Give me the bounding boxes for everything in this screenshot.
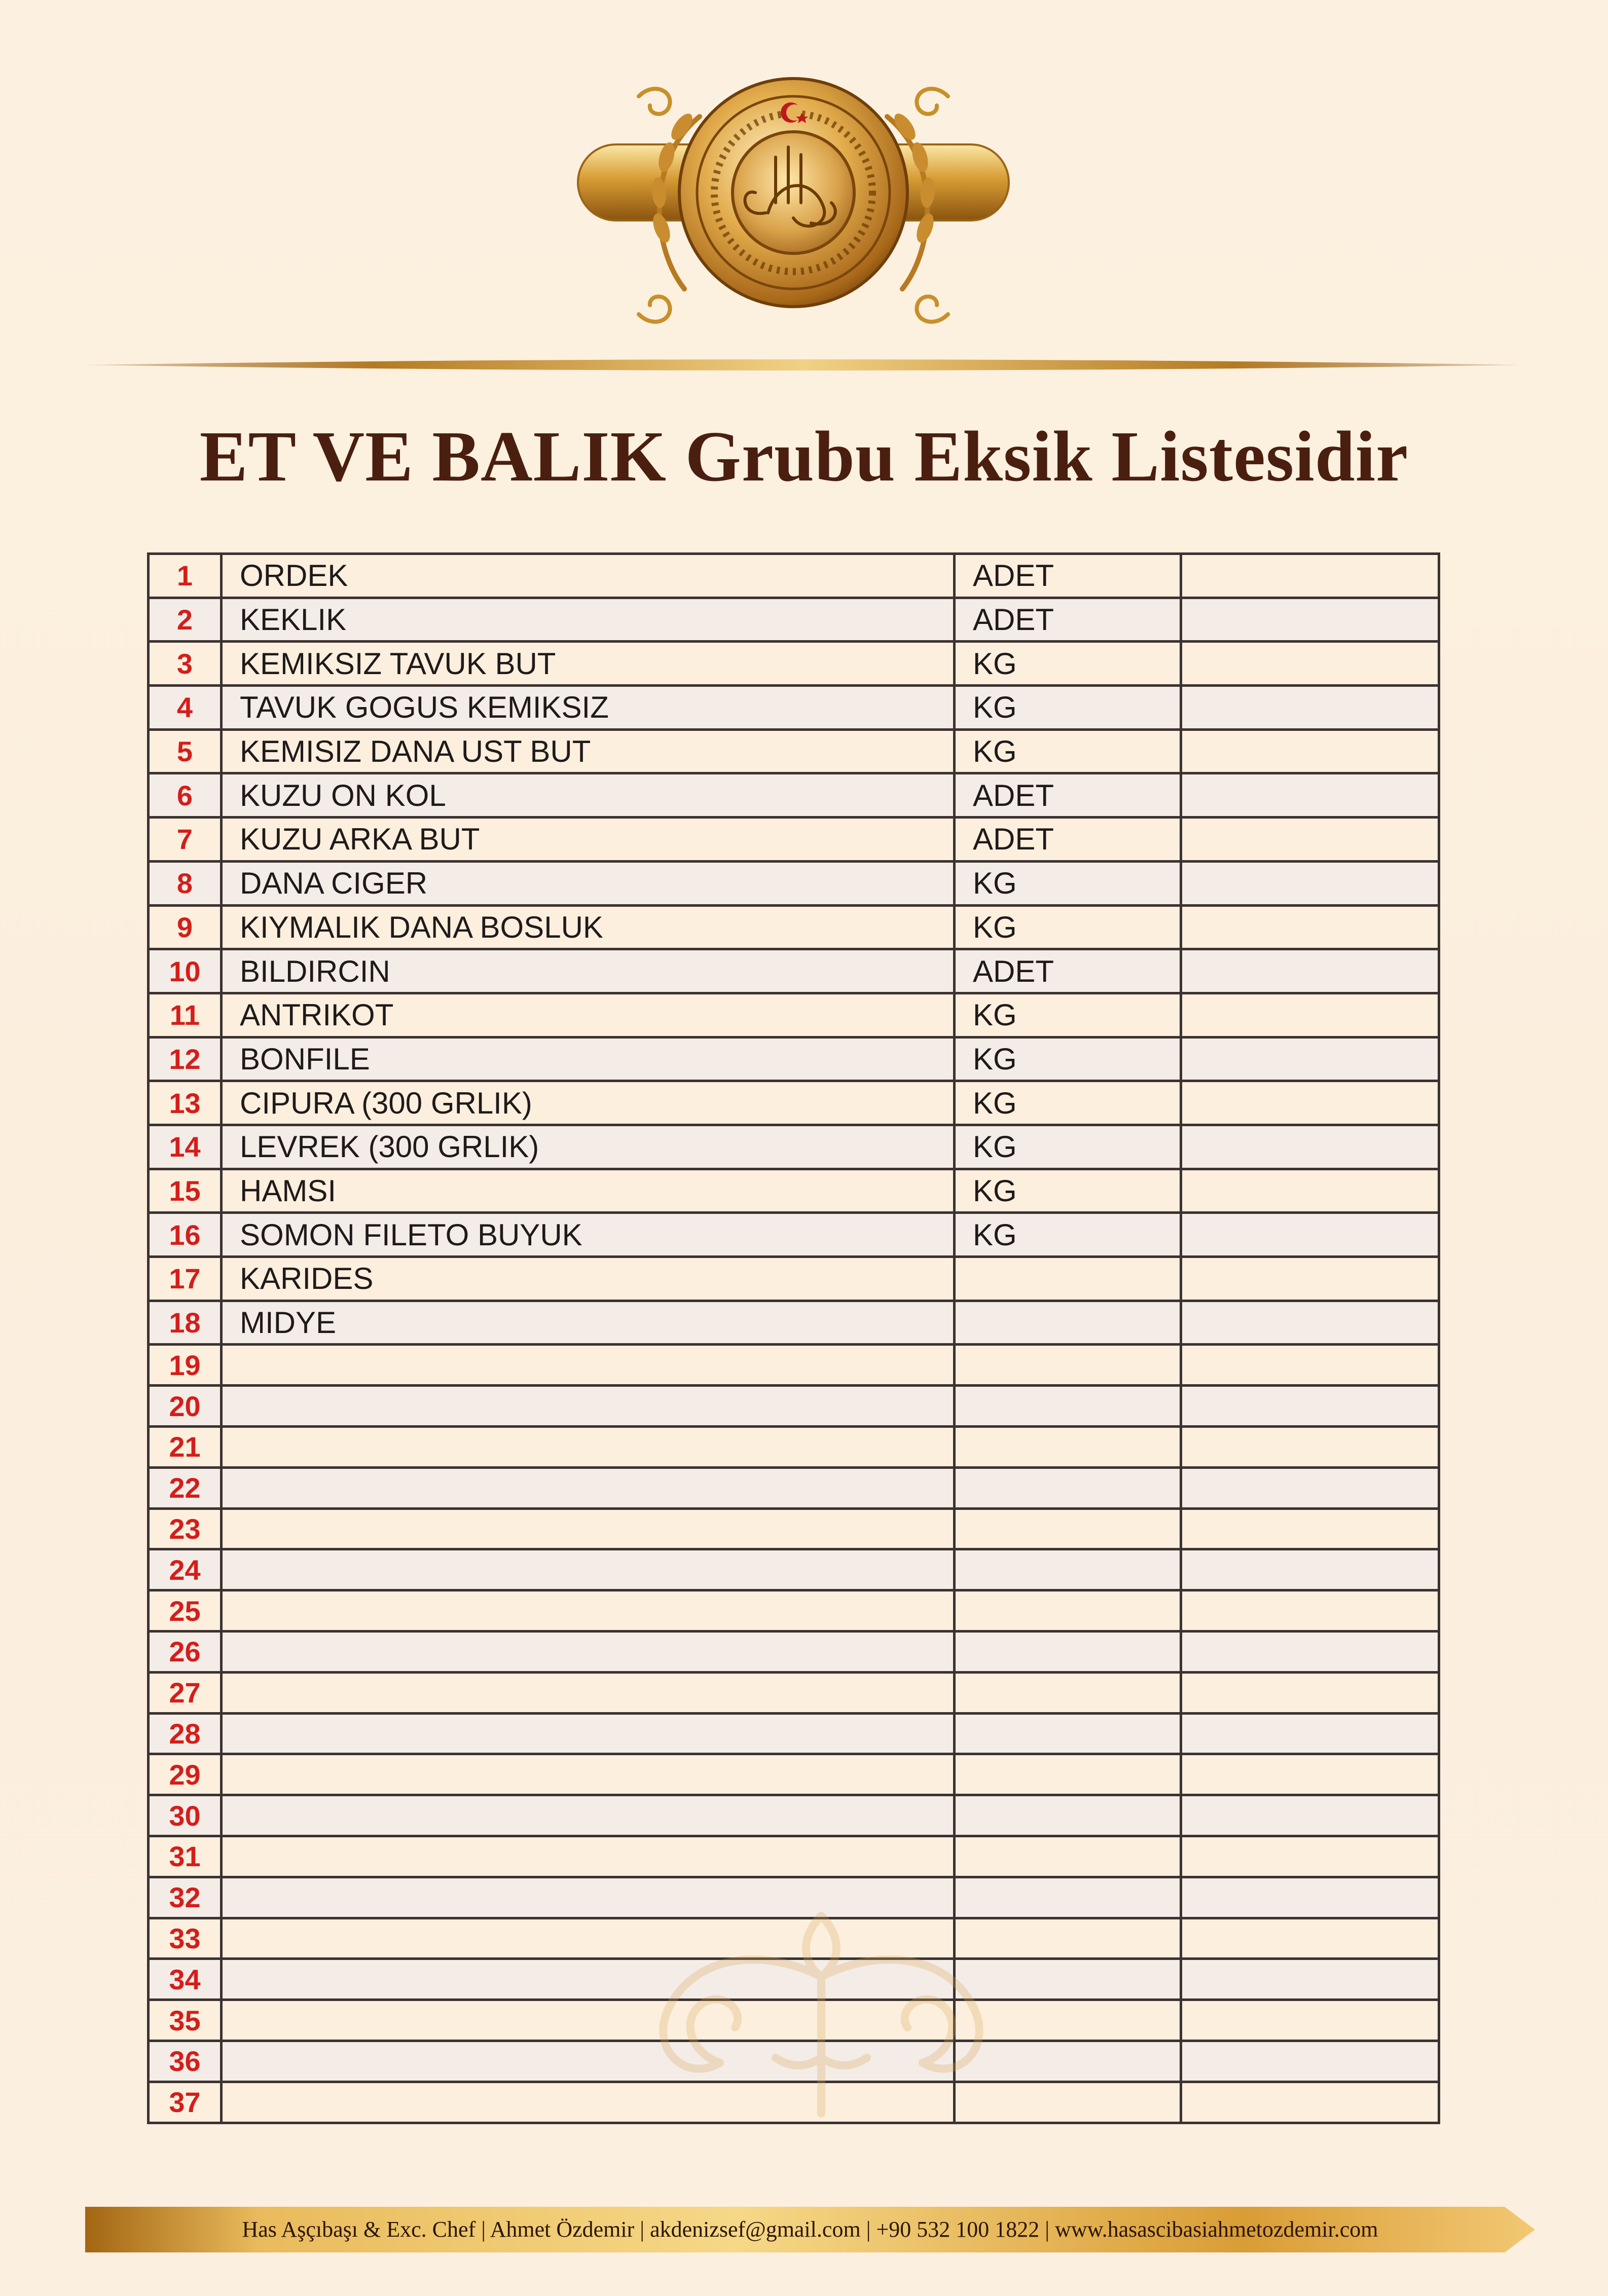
quantity-cell [1181, 1590, 1439, 1632]
shortage-list-table [147, 552, 1440, 2124]
quantity-cell [1181, 1169, 1439, 1213]
quantity-cell [1181, 993, 1439, 1037]
item-name-cell [222, 1508, 955, 1549]
quantity-cell [1181, 1081, 1439, 1125]
unit-cell [955, 1301, 1181, 1345]
quantity-cell [1181, 1631, 1439, 1672]
unit-cell [955, 1836, 1181, 1877]
quantity-cell [1181, 1549, 1439, 1590]
unit-cell: ADET [955, 554, 1181, 598]
unit-cell [955, 1631, 1181, 1672]
ornament-watermark [583, 1906, 1059, 2124]
quantity-cell [1181, 1037, 1439, 1081]
table-row [149, 1508, 1439, 1549]
row-number: 36 [149, 2041, 222, 2082]
item-name-cell: HAMSI [222, 1169, 955, 1213]
item-name-cell: ORDEK [222, 554, 955, 598]
quantity-cell [1181, 1345, 1439, 1386]
row-number: 8 [149, 861, 222, 905]
quantity-cell [1181, 818, 1439, 862]
quantity-cell [1181, 729, 1439, 773]
row-number: 25 [149, 1590, 222, 1632]
table-row [149, 1257, 1439, 1301]
row-number: 26 [149, 1631, 222, 1672]
row-number: 13 [149, 1081, 222, 1125]
item-name-cell: MIDYE [222, 1301, 955, 1345]
row-number: 30 [149, 1795, 222, 1836]
row-number: 32 [149, 1877, 222, 1918]
quantity-cell [1181, 1713, 1439, 1754]
quantity-cell [1181, 598, 1439, 642]
item-name-cell: SOMON FILETO BUYUK [222, 1213, 955, 1257]
quantity-cell [1181, 642, 1439, 686]
item-name-cell [222, 1549, 955, 1590]
table-row [149, 1081, 1439, 1125]
table-row [149, 1467, 1439, 1508]
row-number: 10 [149, 949, 222, 993]
unit-cell [955, 1386, 1181, 1427]
row-number: 34 [149, 1959, 222, 2000]
unit-cell [955, 1672, 1181, 1713]
quantity-cell [1181, 1754, 1439, 1795]
quantity-cell [1181, 1672, 1439, 1713]
table-row [149, 1631, 1439, 1672]
item-name-cell [222, 1467, 955, 1508]
table-row [149, 993, 1439, 1037]
quantity-cell [1181, 773, 1439, 818]
quantity-cell [1181, 1877, 1439, 1918]
table-row [149, 686, 1439, 730]
table-row [149, 1169, 1439, 1213]
unit-cell [955, 1467, 1181, 1508]
unit-cell [955, 1426, 1181, 1467]
unit-cell [955, 1713, 1181, 1754]
table-row [149, 1426, 1439, 1467]
table-row [149, 642, 1439, 686]
quantity-cell [1181, 1213, 1439, 1257]
item-name-cell [222, 1631, 955, 1672]
quantity-cell [1181, 1959, 1439, 2000]
row-number: 15 [149, 1169, 222, 1213]
row-number: 24 [149, 1549, 222, 1590]
unit-cell [955, 1508, 1181, 1549]
quantity-cell [1181, 1467, 1439, 1508]
quantity-cell [1181, 1301, 1439, 1345]
item-name-cell [222, 1795, 955, 1836]
row-number: 18 [149, 1301, 222, 1345]
unit-cell: ADET [955, 598, 1181, 642]
item-name-cell: LEVREK (300 GRLIK) [222, 1125, 955, 1169]
table-row [149, 773, 1439, 818]
unit-cell: KG [955, 905, 1181, 949]
unit-cell [955, 1549, 1181, 1590]
item-name-cell: BILDIRCIN [222, 949, 955, 993]
item-name-cell: CIPURA (300 GRLIK) [222, 1081, 955, 1125]
unit-cell: KG [955, 1169, 1181, 1213]
quantity-cell [1181, 2041, 1439, 2082]
quantity-cell [1181, 686, 1439, 730]
table-row [149, 1125, 1439, 1169]
table-row [149, 1672, 1439, 1713]
quantity-cell [1181, 1918, 1439, 1959]
quantity-cell [1181, 1508, 1439, 1549]
row-number: 7 [149, 818, 222, 862]
table-row [149, 905, 1439, 949]
table-row [149, 1549, 1439, 1590]
table-row [149, 1590, 1439, 1632]
item-name-cell [222, 1426, 955, 1467]
unit-cell [955, 1257, 1181, 1301]
item-name-cell: KEKLIK [222, 598, 955, 642]
unit-cell [955, 1754, 1181, 1795]
row-number: 23 [149, 1508, 222, 1549]
item-name-cell: KIYMALIK DANA BOSLUK [222, 905, 955, 949]
row-number: 1 [149, 554, 222, 598]
quantity-cell [1181, 1836, 1439, 1877]
row-number: 20 [149, 1386, 222, 1427]
item-name-cell: KEMIKSIZ TAVUK BUT [222, 642, 955, 686]
unit-cell: KG [955, 686, 1181, 730]
unit-cell: KG [955, 642, 1181, 686]
item-name-cell: TAVUK GOGUS KEMIKSIZ [222, 686, 955, 730]
item-name-cell: DANA CIGER [222, 861, 955, 905]
quantity-cell [1181, 861, 1439, 905]
item-name-cell: KUZU ON KOL [222, 773, 955, 818]
unit-cell: KG [955, 1037, 1181, 1081]
item-name-cell [222, 1386, 955, 1427]
row-number: 16 [149, 1213, 222, 1257]
table-row [149, 598, 1439, 642]
item-name-cell [222, 1836, 955, 1877]
quantity-cell [1181, 1386, 1439, 1427]
table-row [149, 861, 1439, 905]
item-name-cell: KARIDES [222, 1257, 955, 1301]
quantity-cell [1181, 905, 1439, 949]
table-row [149, 1301, 1439, 1345]
unit-cell: ADET [955, 949, 1181, 993]
item-name-cell [222, 1713, 955, 1754]
quantity-cell [1181, 2000, 1439, 2041]
item-name-cell [222, 1590, 955, 1632]
unit-cell: KG [955, 729, 1181, 773]
unit-cell [955, 1345, 1181, 1386]
row-number: 27 [149, 1672, 222, 1713]
unit-cell: KG [955, 1125, 1181, 1169]
gold-seal-emblem [573, 76, 1014, 340]
unit-cell: ADET [955, 818, 1181, 862]
row-number: 31 [149, 1836, 222, 1877]
item-name-cell: KEMISIZ DANA UST BUT [222, 729, 955, 773]
quantity-cell [1181, 1426, 1439, 1467]
quantity-cell [1181, 1257, 1439, 1301]
unit-cell: KG [955, 861, 1181, 905]
footer-contact-text: Has Aşçıbaşı & Exc. Chef | Ahmet Özdemir | akdenizsef@gmail.com | +90 532 100 1822 | www.hasascibasiahmetozdemir.com [242, 2217, 1378, 2242]
row-number: 2 [149, 598, 222, 642]
quantity-cell [1181, 1125, 1439, 1169]
table-row [149, 1754, 1439, 1795]
unit-cell: KG [955, 1081, 1181, 1125]
row-number: 4 [149, 686, 222, 730]
page-title: ET VE BALIK Grubu Eksik Listesidir [199, 416, 1409, 496]
unit-cell [955, 1590, 1181, 1632]
gold-divider [86, 355, 1521, 375]
row-number: 5 [149, 729, 222, 773]
table-row [149, 1386, 1439, 1427]
quantity-cell [1181, 949, 1439, 993]
row-number: 21 [149, 1426, 222, 1467]
row-number: 37 [149, 2082, 222, 2123]
unit-cell: KG [955, 993, 1181, 1037]
item-name-cell: KUZU ARKA BUT [222, 818, 955, 862]
item-name-cell [222, 1754, 955, 1795]
row-number: 11 [149, 993, 222, 1037]
table-row [149, 1836, 1439, 1877]
table-body [149, 554, 1439, 2123]
row-number: 33 [149, 1918, 222, 1959]
table-row [149, 818, 1439, 862]
unit-cell: KG [955, 1213, 1181, 1257]
row-number: 3 [149, 642, 222, 686]
table-row [149, 554, 1439, 598]
row-number: 35 [149, 2000, 222, 2041]
row-number: 29 [149, 1754, 222, 1795]
row-number: 17 [149, 1257, 222, 1301]
row-number: 12 [149, 1037, 222, 1081]
quantity-cell [1181, 2082, 1439, 2123]
item-name-cell [222, 1672, 955, 1713]
row-number: 14 [149, 1125, 222, 1169]
table-row [149, 1795, 1439, 1836]
row-number: 9 [149, 905, 222, 949]
table-row [149, 1037, 1439, 1081]
item-name-cell [222, 1345, 955, 1386]
row-number: 22 [149, 1467, 222, 1508]
row-number: 28 [149, 1713, 222, 1754]
row-number: 19 [149, 1345, 222, 1386]
item-name-cell: BONFILE [222, 1037, 955, 1081]
table-row [149, 729, 1439, 773]
row-number: 6 [149, 773, 222, 818]
unit-cell: ADET [955, 773, 1181, 818]
quantity-cell [1181, 554, 1439, 598]
table-row [149, 1713, 1439, 1754]
table-row [149, 949, 1439, 993]
unit-cell [955, 1795, 1181, 1836]
item-name-cell: ANTRIKOT [222, 993, 955, 1037]
table-row [149, 1213, 1439, 1257]
table-row [149, 1345, 1439, 1386]
quantity-cell [1181, 1795, 1439, 1836]
